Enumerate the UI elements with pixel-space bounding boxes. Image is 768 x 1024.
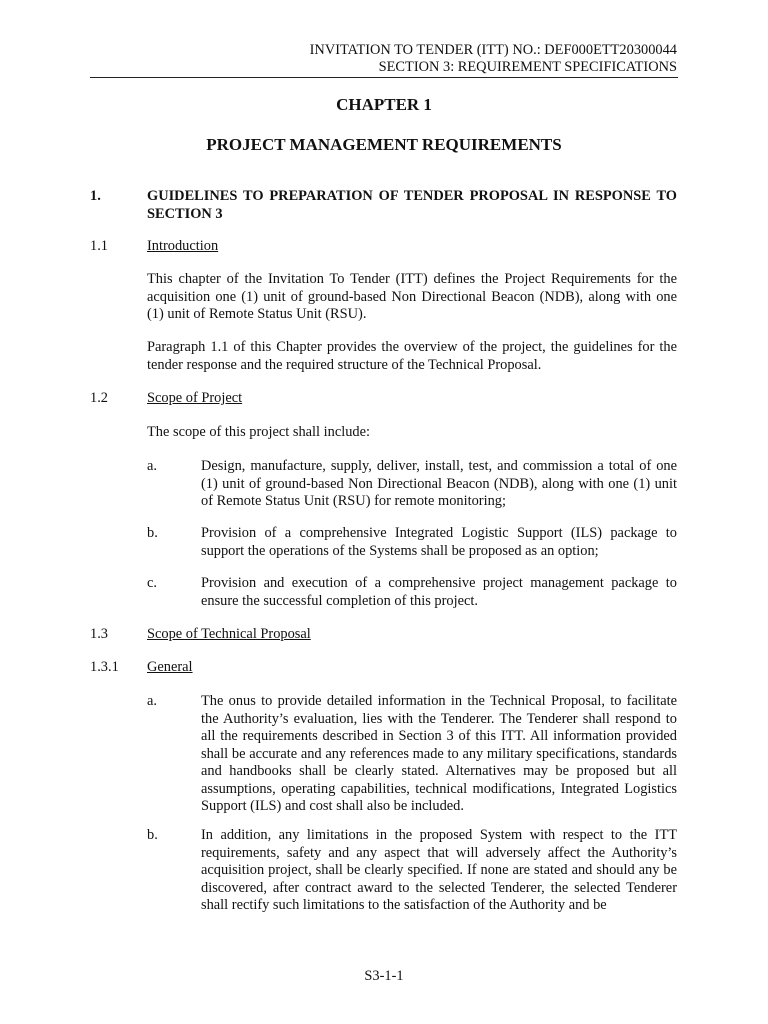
general-item-text: The onus to provide detailed information in the Technical Proposal, to facilitate the Authority’s evaluation, lies with the Tenderer. The Tenderer shall respond to all the requirements described in Section 3 of this ITT. All information provided shall be accurate and any references made to any military specifications, standards and handbooks shall be clearly stated. Alternatives may be proposed but all assumptions, operating capabilities, technical modifications, Integrated Logistics Support (ILS) and cost shall also be included. [201, 693, 677, 814]
section-1-3-1-number: 1.3.1 [90, 659, 119, 675]
section-1-2-heading: Scope of Project [147, 390, 243, 406]
scope-item-text: Provision and execution of a comprehensive project management package to ensure the successful completion of this project. [201, 575, 677, 609]
section-1-heading: GUIDELINES TO PREPARATION OF TENDER PROPOSAL IN RESPONSE TO SECTION 3 [147, 188, 677, 222]
general-item-text: In addition, any limitations in the proposed System with respect to the ITT requirements, safety and any aspect that will adversely affect the Authority’s acquisition project, shall be clearly specified. If none are stated and should any be discovered, after contract award to the selected Tenderer, the selected Tenderer shall rectify such limitations to the satisfaction of the Authority and be [201, 827, 677, 913]
general-item-label: a. [147, 693, 157, 709]
header-itt-number: INVITATION TO TENDER (ITT) NO.: DEF000ETT20300044 [309, 42, 677, 58]
scope-item-text: Design, manufacture, supply, deliver, install, test, and commission a total of one (1) unit of ground-based Non Directional Beacon (NDB), along with one (1) unit of Remote Status Unit (RSU) for remote monitoring; [201, 458, 677, 509]
section-1-3-heading: Scope of Technical Proposal [147, 626, 311, 642]
section-1-number: 1. [90, 188, 101, 204]
scope-item-label: a. [147, 458, 157, 474]
section-1-1-heading: Introduction [147, 238, 219, 254]
scope-intro: The scope of this project shall include: [147, 424, 370, 440]
header-divider [90, 77, 678, 78]
scope-item-text: Provision of a comprehensive Integrated Logistic Support (ILS) package to support the operations of the Systems shall be proposed as an option; [201, 525, 677, 559]
introduction-paragraph-2: Paragraph 1.1 of this Chapter provides the overview of the project, the guidelines for the tender response and the required structure of the Technical Proposal. [147, 339, 677, 373]
scope-item-label: b. [147, 525, 158, 541]
header-section-title: SECTION 3: REQUIREMENT SPECIFICATIONS [378, 59, 677, 75]
chapter-subtitle: PROJECT MANAGEMENT REQUIREMENTS [206, 135, 562, 154]
section-1-1-number: 1.1 [90, 238, 108, 254]
scope-item-label: c. [147, 575, 157, 591]
section-1-3-number: 1.3 [90, 626, 108, 642]
section-1-3-1-heading: General [147, 659, 193, 675]
page-number: S3-1-1 [364, 968, 404, 984]
section-1-2-number: 1.2 [90, 390, 108, 406]
introduction-paragraph-1: This chapter of the Invitation To Tender (ITT) defines the Project Requirements for the acquisition one (1) unit of ground-based Non Directional Beacon (NDB), along with one (1) unit of Remote Status Unit (RSU). [147, 271, 677, 322]
chapter-title: CHAPTER 1 [336, 95, 432, 114]
general-item-label: b. [147, 827, 158, 843]
